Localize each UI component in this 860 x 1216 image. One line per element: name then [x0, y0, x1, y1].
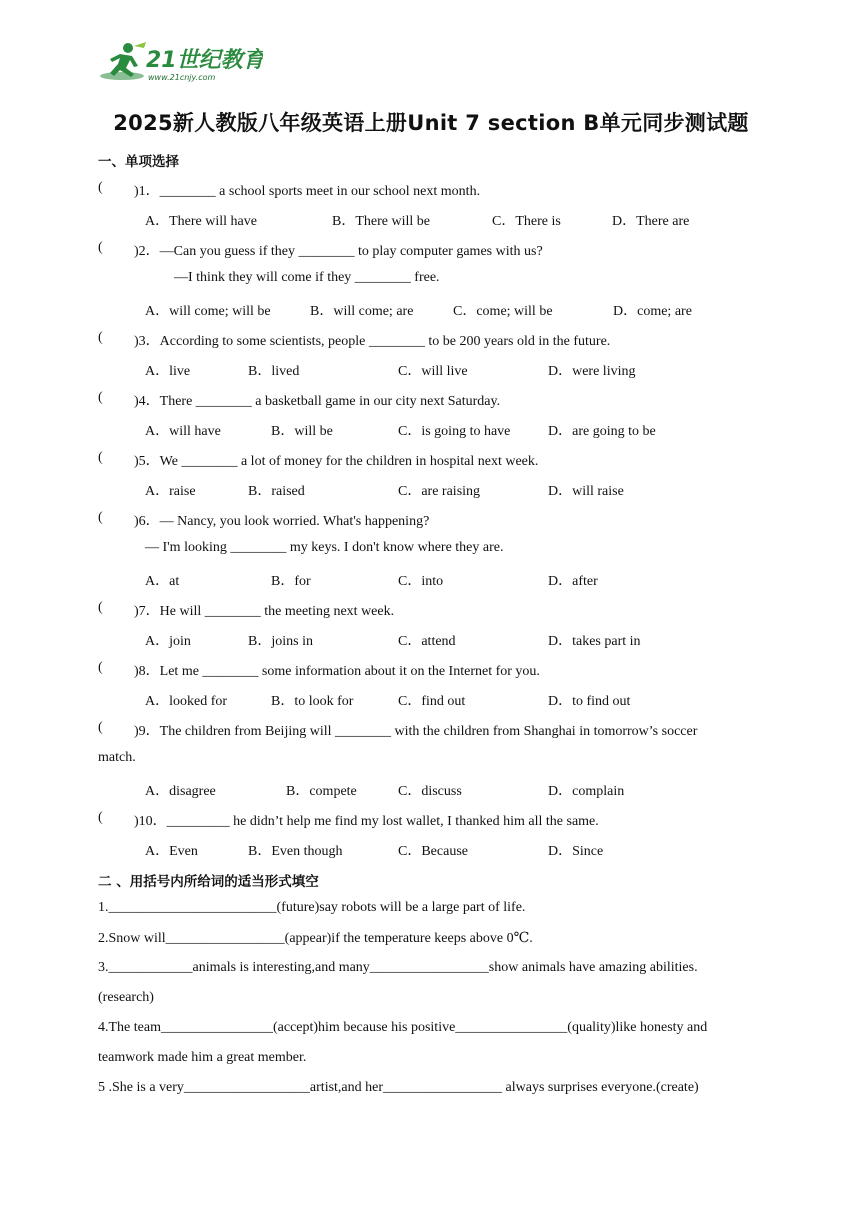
option-d: D．complain [548, 784, 625, 799]
option-c: C．will live [398, 364, 468, 379]
option-a: A．Even [145, 844, 198, 859]
section-heading-single-choice: 一、单项选择 [98, 154, 179, 170]
option-a: A．live [145, 364, 191, 379]
option-d: D．come; are [613, 304, 692, 319]
option-b: B．will come; are [310, 304, 414, 319]
fill-item-3: 3.____________animals is interesting,and many_________________show animals have amazing abilities. [98, 960, 698, 975]
option-c: C．into [398, 574, 444, 589]
option-a: A．raise [145, 484, 196, 499]
option-c: C．is going to have [398, 424, 511, 439]
option-a: A．There will have [145, 214, 257, 229]
svg-text:21世纪教育: 21世纪教育 [146, 48, 263, 73]
option-a: A．disagree [145, 784, 216, 799]
option-c: C．There is [492, 214, 561, 229]
question-text: )7．He will ________ the meeting next week. [134, 604, 395, 619]
question-text: )5．We ________ a lot of money for the children in hospital next week. [134, 454, 539, 469]
option-b: B．to look for [271, 694, 354, 709]
question-text-wrap: match. [98, 750, 136, 765]
answer-paren: ( [98, 240, 103, 255]
question-text: )10．_________ he didn’t help me find my lost wallet, I thanked him all the same. [134, 814, 599, 829]
answer-paren: ( [98, 510, 103, 525]
answer-paren: ( [98, 600, 103, 615]
option-d: D．takes part in [548, 634, 641, 649]
answer-paren: ( [98, 720, 103, 735]
answer-paren: ( [98, 450, 103, 465]
option-a: A．will come; will be [145, 304, 271, 319]
option-a: A．will have [145, 424, 221, 439]
answer-paren: ( [98, 660, 103, 675]
option-c: C．find out [398, 694, 466, 709]
fill-item-1: 1.________________________(future)say robots will be a large part of life. [98, 900, 526, 915]
question-text: )9．The children from Beijing will ________ with the children from Shanghai in tomorrow’s soccer [134, 724, 698, 739]
question-text: )1．________ a school sports meet in our school next month. [134, 184, 481, 199]
runner-logo-icon [98, 40, 263, 85]
option-b: B．raised [248, 484, 305, 499]
fill-item-4: 4.The team________________(accept)him because his positive________________(quality)like honesty and [98, 1020, 708, 1035]
option-d: D．There are [612, 214, 690, 229]
document-title: 2025新人教版八年级英语上册Unit 7 section B单元同步测试题 [113, 111, 749, 135]
option-b: B．joins in [248, 634, 313, 649]
option-d: D．will raise [548, 484, 624, 499]
answer-paren: ( [98, 810, 103, 825]
fill-item-5: 5 .She is a very__________________artist,and her_________________ always surprises everyone.(create) [98, 1080, 699, 1095]
question-text: )6．— Nancy, you look worried. What's happening? [134, 514, 430, 529]
option-b: B．for [271, 574, 311, 589]
option-b: B．will be [271, 424, 333, 439]
option-a: A．looked for [145, 694, 228, 709]
option-c: C．discuss [398, 784, 462, 799]
option-d: D．after [548, 574, 598, 589]
fill-item-3-hint: (research) [98, 990, 154, 1005]
question-text: )2．—Can you guess if they ________ to play computer games with us? [134, 244, 543, 259]
question-dialogue-line: —I think they will come if they ________ free. [174, 270, 440, 285]
fill-item-2: 2.Snow will_________________(appear)if the temperature keeps above 0℃. [98, 931, 533, 946]
answer-paren: ( [98, 330, 103, 345]
answer-paren: ( [98, 180, 103, 195]
option-a: A．join [145, 634, 191, 649]
option-b: B．There will be [332, 214, 430, 229]
option-a: A．at [145, 574, 180, 589]
question-text: )8．Let me ________ some information about it on the Internet for you. [134, 664, 540, 679]
option-b: B．lived [248, 364, 300, 379]
site-logo [98, 40, 263, 85]
option-b: B．Even though [248, 844, 343, 859]
option-b: B．compete [286, 784, 357, 799]
question-text: )3．According to some scientists, people ________ to be 200 years old in the future. [134, 334, 611, 349]
option-c: C．are raising [398, 484, 481, 499]
option-c: C．Because [398, 844, 468, 859]
fill-item-4-cont: teamwork made him a great member. [98, 1050, 307, 1065]
option-c: C．come; will be [453, 304, 553, 319]
answer-paren: ( [98, 390, 103, 405]
option-d: D．are going to be [548, 424, 656, 439]
question-text: )4．There ________ a basketball game in our city next Saturday. [134, 394, 501, 409]
option-d: D．Since [548, 844, 604, 859]
option-d: D．to find out [548, 694, 631, 709]
svg-text:www.21cnjy.com: www.21cnjy.com [148, 73, 216, 82]
section-heading-word-forms: 二 、用括号内所给词的适当形式填空 [98, 874, 319, 890]
option-d: D．were living [548, 364, 636, 379]
option-c: C．attend [398, 634, 456, 649]
question-dialogue-line: — I'm looking ________ my keys. I don't know where they are. [145, 540, 504, 555]
